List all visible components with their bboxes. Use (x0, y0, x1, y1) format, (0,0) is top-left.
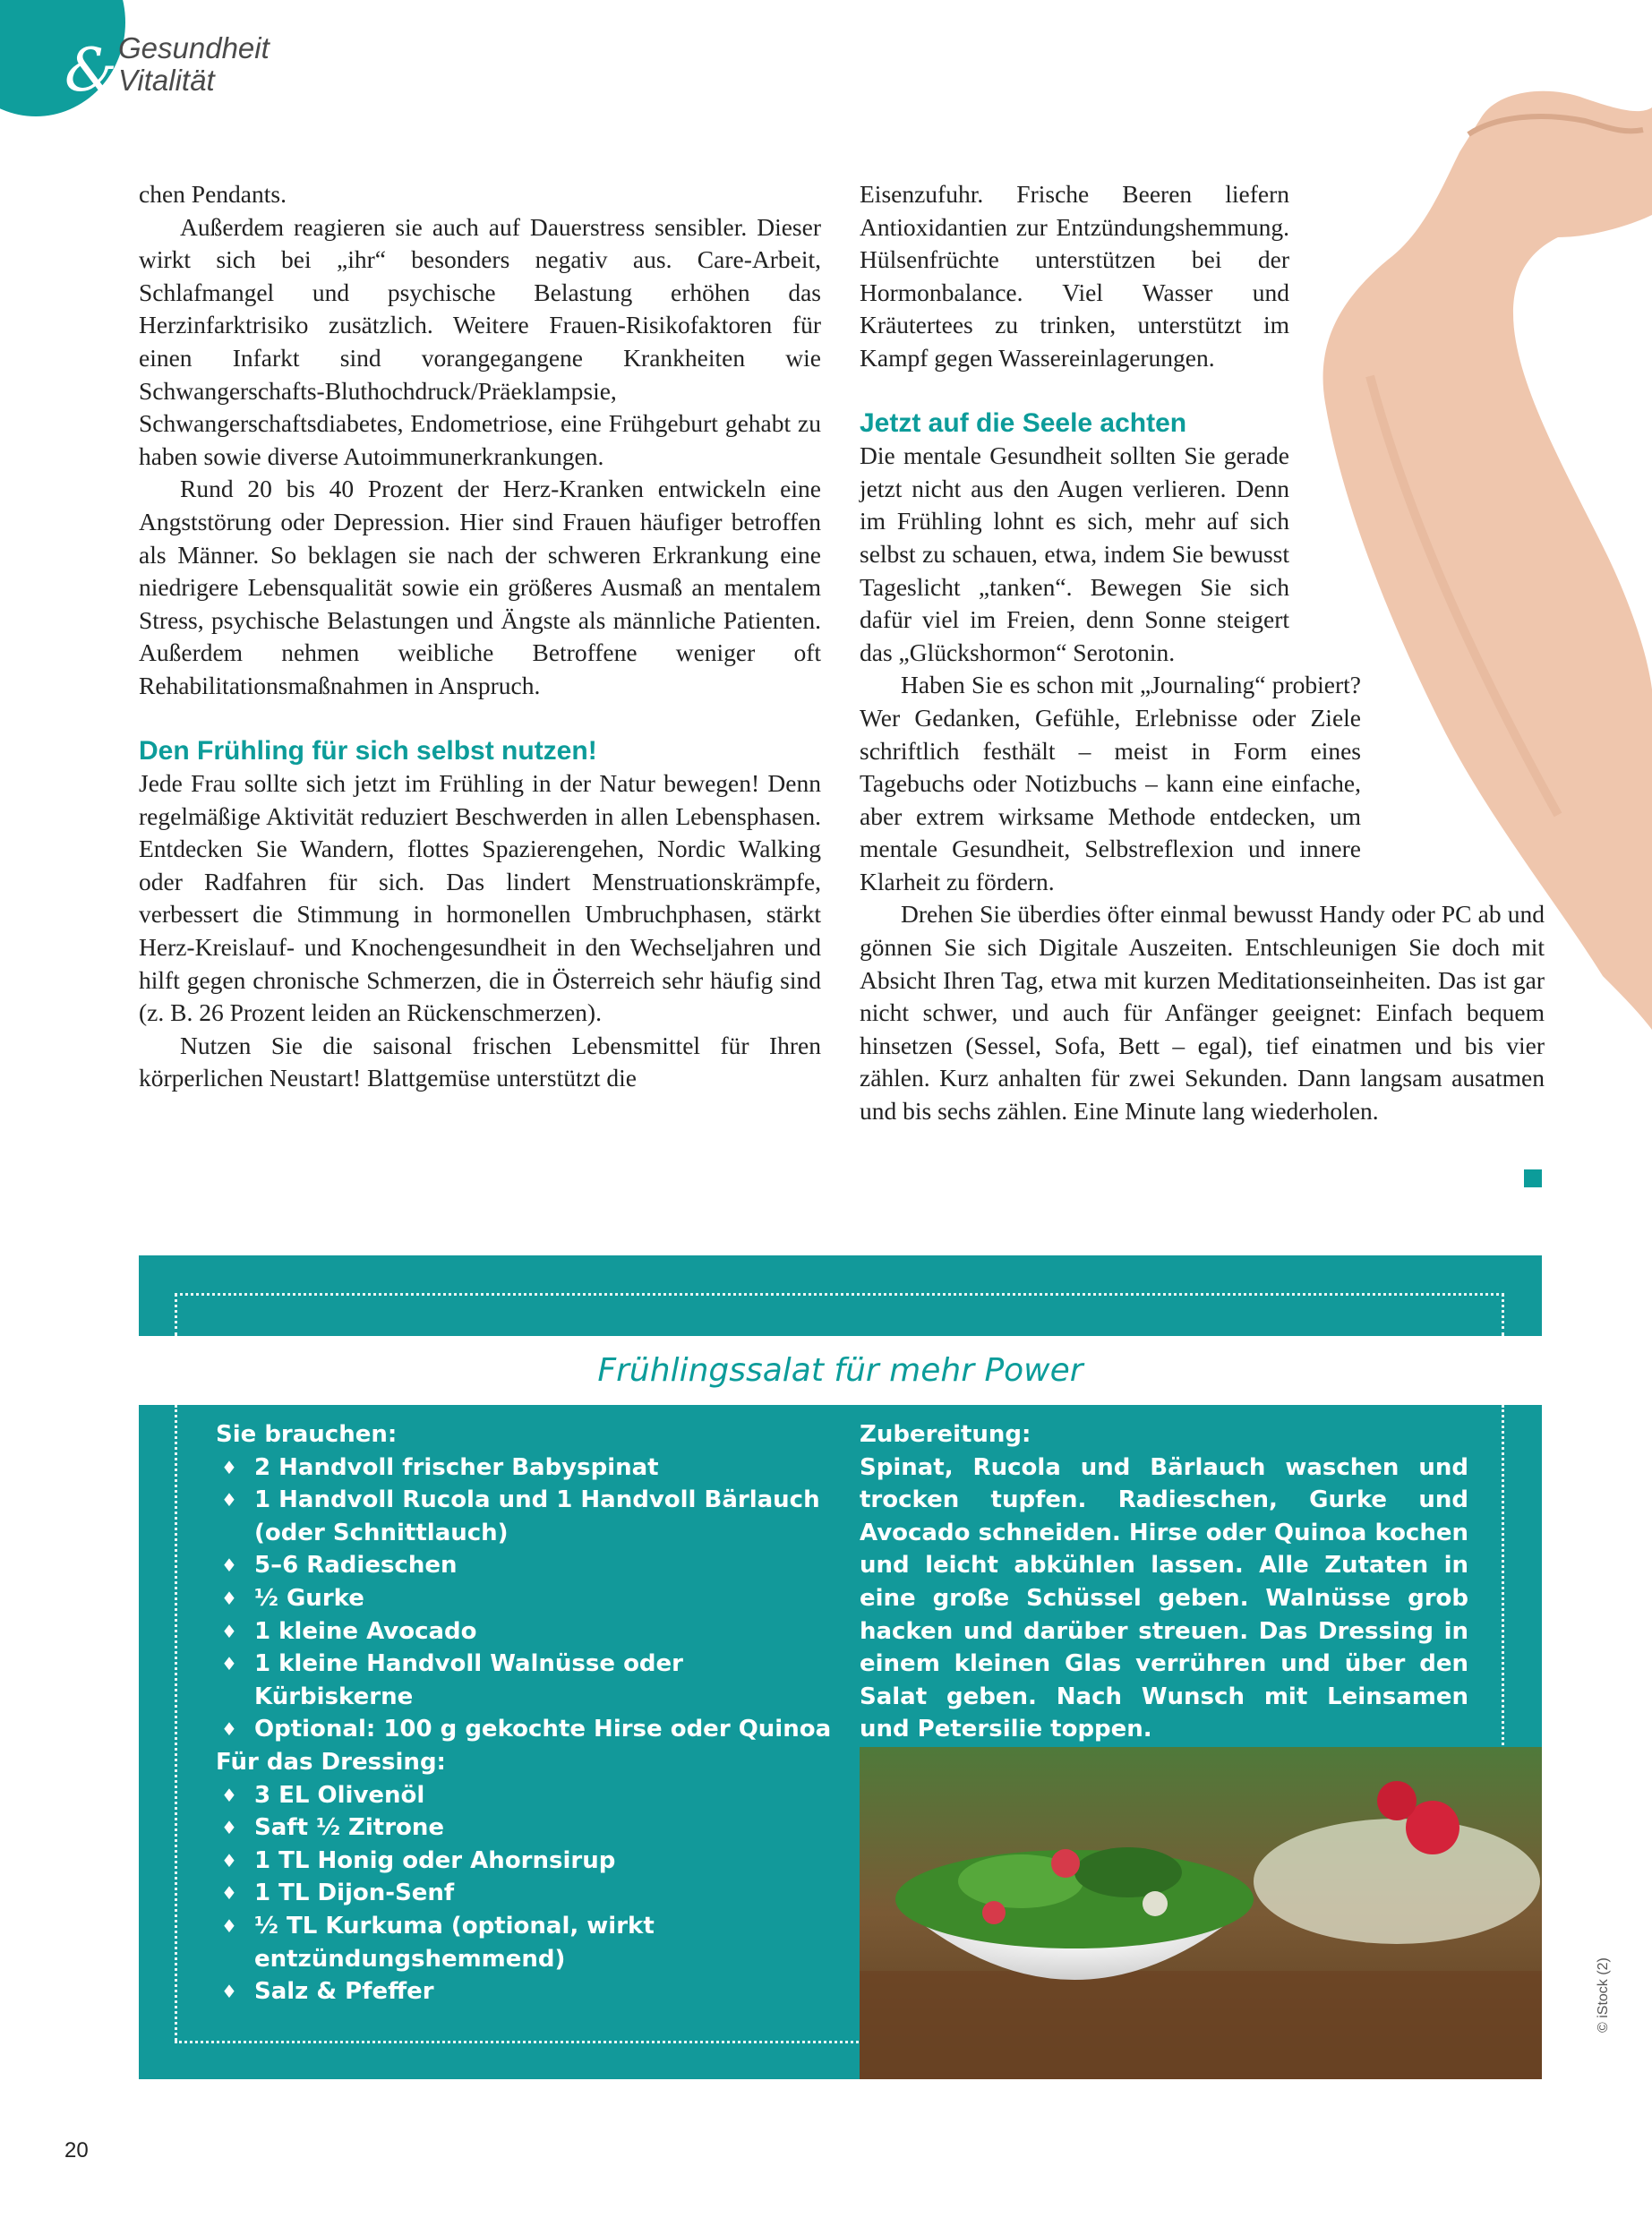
paragraph: Die mentale Gesundheit sollten Sie gerade jetzt nicht aus den Augen verlieren. Denn im Frühling lohnt es sich, mehr auf sich selbst zu schauen, etwa, indem Sie bewusst Tageslicht „tanken“. Bewegen Sie sich dafür viel im Freien, denn Sonne steigert das „Glückshormon“ Serotonin. (860, 441, 1289, 666)
list-item: ♦ Salz & Pfeffer (216, 1975, 843, 2008)
paragraph: Außerdem reagieren sie auch auf Dauerstress sensibler. Dieser wirkt sich bei „ihr“ besonders negativ aus. Care-Arbeit, Schlafmangel und psychische Belastung erhöhen das Herzinfarktrisiko zusätzlich. Weitere Frauen-Risikofaktoren für einen Infarkt sind vorangegangene Krankheiten wie Schwangerschafts-Bluthochdruck/Präeklampsie, Schwangerschaftsdiabetes, Endometriose, eine Frühgeburt gehabt zu haben sowie diverse Autoimmunerkrankungen. (139, 212, 821, 470)
radish-slice (1051, 1849, 1080, 1878)
paragraph: Nutzen Sie die saisonal frischen Lebensmittel für Ihren körperlichen Neustart! Blattgemüse unterstützt die (139, 1031, 821, 1092)
article-column-left (139, 178, 821, 1095)
rucola-leaves (1074, 1847, 1182, 1897)
dotted-border-right-upper (1502, 1293, 1504, 1336)
bullet-diamond-icon: ♦ (221, 1914, 237, 1937)
ingredients-heading: Sie brauchen: (216, 1421, 398, 1448)
recipe-title: Frühlingssalat für mehr Power (597, 1352, 1083, 1389)
wooden-table (860, 1971, 1542, 2079)
article-column-right (860, 178, 1545, 1128)
list-item: ♦ Optional: 100 g gekochte Hirse oder Quinoa (216, 1713, 843, 1746)
list-item: ♦ 5–6 Radieschen (216, 1549, 843, 1582)
radish-slice (1143, 1891, 1168, 1916)
bullet-diamond-icon: ♦ (221, 1981, 237, 2003)
list-item: ♦ 3 EL Olivenöl (216, 1779, 843, 1812)
dotted-border-bottom (175, 2041, 891, 2043)
dressing-list (216, 1779, 843, 2008)
paragraph: Jede Frau sollte sich jetzt im Frühling in der Natur bewegen! Denn regelmäßige Aktivität reduziert Beschwerden in allen Lebensphasen. Entdecken Sie Wandern, flottes Spazierengehen, Nordic Walking oder Radfahren für sich. Das lindert Menstruationskrämpfe, verbessert die Stimmung in hormonellen Umbruchphasen, stärkt Herz-Kreislauf- und Knochengesundheit in den Wechseljahren und hilft gegen chronische Schmerzen, die in Österreich sehr häufig sind (z. B. 26 Prozent leiden an Rückenschmerzen). (139, 769, 821, 1027)
bullet-diamond-icon: ♦ (221, 1456, 237, 1478)
bullet-diamond-icon: ♦ (221, 1489, 237, 1511)
salad-photo (860, 1747, 1542, 2079)
paragraph: Rund 20 bis 40 Prozent der Herz-Kranken entwickeln eine Angststörung oder Depression. Hier sind Frauen häufiger betroffen als Männer. So beklagen sie nach der schweren Erkrankung eine niedrigere Lebensqualität sowie ein größeres Ausmaß an mentalem Stress, psychische Belastungen und Ängste als männliche Patienten. Außerdem nehmen weibliche Betroffene weniger oft Rehabilitationsmaßnahmen in Anspruch. (139, 475, 821, 699)
photo-credit: © iStock (2) (1596, 1957, 1611, 2033)
dressing-heading: Für das Dressing: (216, 1749, 446, 1776)
paragraph: Drehen Sie überdies öfter einmal bewusst Handy oder PC ab und gönnen Sie sich Digitale Auszeiten. Entschleunigen Sie doch mit Absicht Ihren Tag, etwa mit kurzen Meditationseinheiten. Das ist gar nicht schwer, und auch für Anfänger geeignet: Einfach bequem hinsetzen (Sessel, Sofa, Bett – egal), tief einatmen und bis vier zählen. Kurz anhalten für zwei Sekunden. Dann langsam ausatmen und bis sechs zählen. Eine Minute lang wiederholen. (860, 900, 1545, 1126)
bullet-diamond-icon: ♦ (221, 1849, 237, 1871)
list-item: ♦ 1 TL Dijon-Senf (216, 1877, 843, 1910)
subheading: Jetzt auf die Seele achten (860, 407, 1187, 438)
preparation-text: Spinat, Rucola und Bärlauch waschen und trocken tupfen. Radieschen, Gurke und Avocado schneiden. Hirse oder Quinoa kochen und leicht abkühlen lassen. Alle Zutaten in eine große Schüssel geben. Walnüsse grob hacken und darüber streuen. Das Dressing in einem kleinen Glas verrühren und über den Salat geben. Nach Wunsch mit Leinsamen und Petersilie toppen. (860, 1453, 1468, 1743)
section-title-line2: Vitalität (118, 64, 215, 97)
section-ampersand: & (64, 36, 117, 105)
radish-slice (982, 1901, 1006, 1924)
dotted-border-top (175, 1293, 1504, 1296)
section-title (118, 32, 270, 97)
bullet-diamond-icon: ♦ (221, 1817, 237, 1839)
bullet-diamond-icon: ♦ (221, 1587, 237, 1609)
article-end-marker (1524, 1169, 1542, 1187)
paragraph: Eisenzufuhr. Frische Beeren liefern Antioxidantien zur Entzündungshemmung. Hülsenfrüchte unterstützen bei der Hormonbalance. Viel Wasser und Kräutertees zu trinken, unterstützt im Kampf gegen Wassereinlagerungen. (860, 180, 1289, 372)
section-title-line1: Gesundheit (118, 31, 270, 64)
list-item: ♦ 1 Handvoll Rucola und 1 Handvoll Bärlauch (oder Schnittlauch) (216, 1484, 843, 1549)
list-item: ♦ ½ TL Kurkuma (optional, wirkt entzündungshemmend) (216, 1910, 756, 1975)
subheading: Den Frühling für sich selbst nutzen! (139, 735, 597, 766)
list-item: ♦ 1 TL Honig oder Ahornsirup (216, 1845, 843, 1878)
dotted-border-left-lower (175, 1405, 177, 2041)
ingredients-block (216, 1418, 843, 1746)
paragraph: Haben Sie es schon mit „Journaling“ probiert? Wer Gedanken, Gefühle, Erlebnisse oder Ziele schriftlich festhält – meist in Form eines Tagebuchs oder Notizbuchs – kann eine einfache, aber extrem wirksame Methode entdecken, um mentale Gesundheit, Selbstreflexion und innere Klarheit zu fördern. (860, 671, 1361, 895)
list-item: ♦ 1 kleine Handvoll Walnüsse oder Kürbiskerne (216, 1648, 843, 1713)
dressing-block (216, 1746, 843, 2008)
paragraph: chen Pendants. (139, 180, 287, 208)
ingredients-list (216, 1452, 843, 1746)
bullet-diamond-icon: ♦ (221, 1784, 237, 1806)
bullet-diamond-icon: ♦ (221, 1653, 237, 1675)
preparation-heading: Zubereitung: (860, 1421, 1031, 1448)
list-item: ♦ ½ Gurke (216, 1582, 843, 1615)
dotted-border-right-lower (1502, 1405, 1504, 1745)
preparation-block (860, 1418, 1468, 1746)
bullet-diamond-icon: ♦ (221, 1882, 237, 1905)
bullet-diamond-icon: ♦ (221, 1620, 237, 1642)
page-number: 20 (64, 2138, 89, 2162)
radish (1377, 1781, 1417, 1820)
dotted-border-left-upper (175, 1293, 177, 1336)
list-item: ♦ 2 Handvoll frischer Babyspinat (216, 1452, 843, 1485)
list-item: ♦ 1 kleine Avocado (216, 1615, 843, 1649)
list-item: ♦ Saft ½ Zitrone (216, 1811, 843, 1845)
spring-onions (1254, 1819, 1540, 1944)
bullet-diamond-icon: ♦ (221, 1554, 237, 1577)
bullet-diamond-icon: ♦ (221, 1718, 237, 1741)
